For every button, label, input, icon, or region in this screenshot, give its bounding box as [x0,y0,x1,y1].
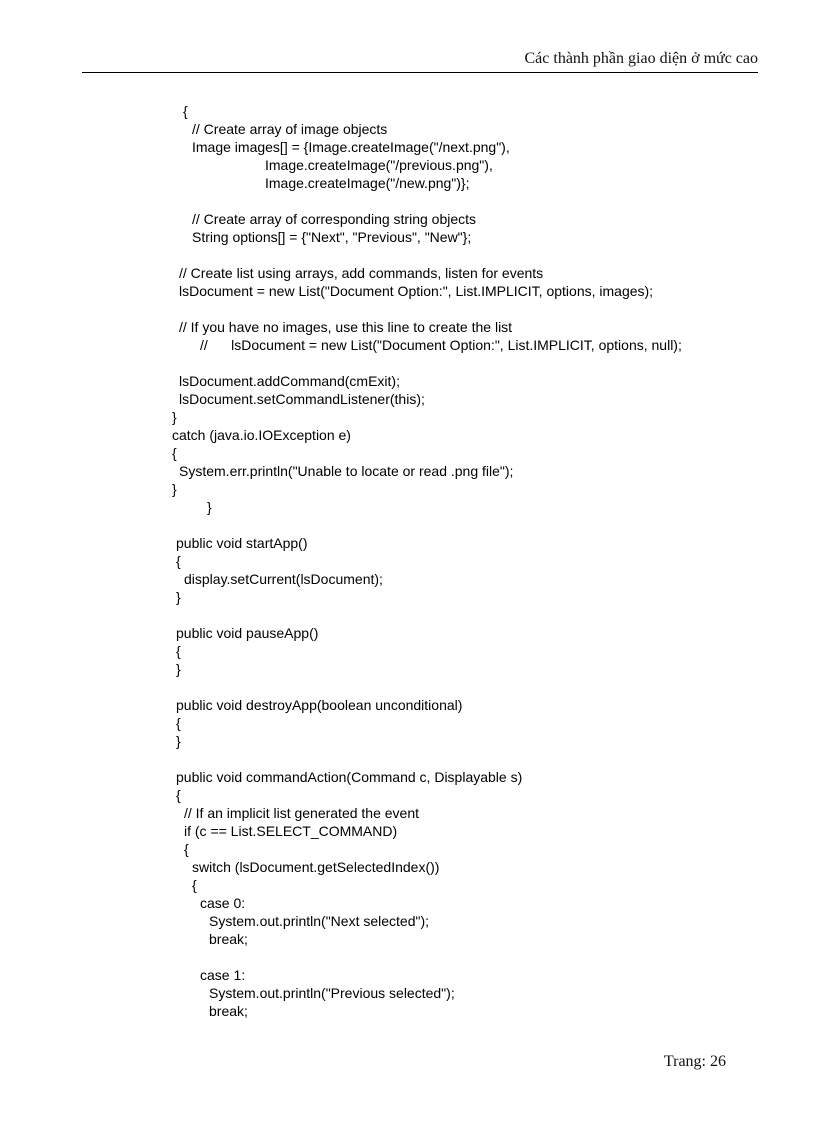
code-line: { [172,445,177,461]
code-line: String options[] = {"Next", "Previous", "New"}; [192,229,472,245]
code-line: case 1: [200,967,246,983]
code-line: public void commandAction(Command c, Displayable s) [176,769,523,785]
running-header-title: Các thành phần giao diện ở mức cao [524,50,758,67]
code-line: break; [209,1003,248,1019]
code-line: public void destroyApp(boolean unconditional) [176,697,463,713]
code-line: if (c == List.SELECT_COMMAND) [184,823,398,839]
code-line: } [176,733,181,749]
code-line: { [176,553,181,569]
code-line: // lsDocument = new List("Document Option:", List.IMPLICIT, options, null); [200,337,682,353]
code-line: public void pauseApp() [176,625,319,641]
code-line: System.out.println("Next selected"); [209,913,430,929]
code-line: display.setCurrent(lsDocument); [184,571,383,587]
code-line: { [192,877,197,893]
code-line: { [176,787,181,803]
code-line: Image.createImage("/new.png")}; [265,175,470,191]
code-line: } [172,409,177,425]
code-line: { [183,103,188,119]
code-line: // If an implicit list generated the event [184,805,420,821]
code-line: Image.createImage("/previous.png"), [265,157,493,173]
code-line: lsDocument.setCommandListener(this); [179,391,425,407]
code-line: lsDocument = new List("Document Option:", List.IMPLICIT, options, images); [179,283,654,299]
page-number: Trang: 26 [663,1053,726,1070]
code-line: // Create array of corresponding string objects [192,211,477,227]
code-line: case 0: [200,895,246,911]
code-line: Image images[] = {Image.createImage("/next.png"), [192,139,510,155]
code-line: } [172,481,177,497]
code-line: } [176,589,181,605]
code-line: // Create list using arrays, add commands, listen for events [179,265,544,281]
code-line: switch (lsDocument.getSelectedIndex()) [192,859,440,875]
code-line: } [207,499,212,515]
code-line: { [184,841,189,857]
code-line: // If you have no images, use this line to create the list [179,319,513,335]
code-line: { [176,715,181,731]
code-line: { [176,643,181,659]
code-line: System.out.println("Previous selected"); [209,985,455,1001]
code-line: System.err.println("Unable to locate or read .png file"); [179,463,514,479]
code-line: lsDocument.addCommand(cmExit); [179,373,400,389]
code-line: public void startApp() [176,535,308,551]
code-line: catch (java.io.IOException e) [172,427,351,443]
code-line: // Create array of image objects [192,121,388,137]
code-line: } [176,661,181,677]
code-line: break; [209,931,248,947]
